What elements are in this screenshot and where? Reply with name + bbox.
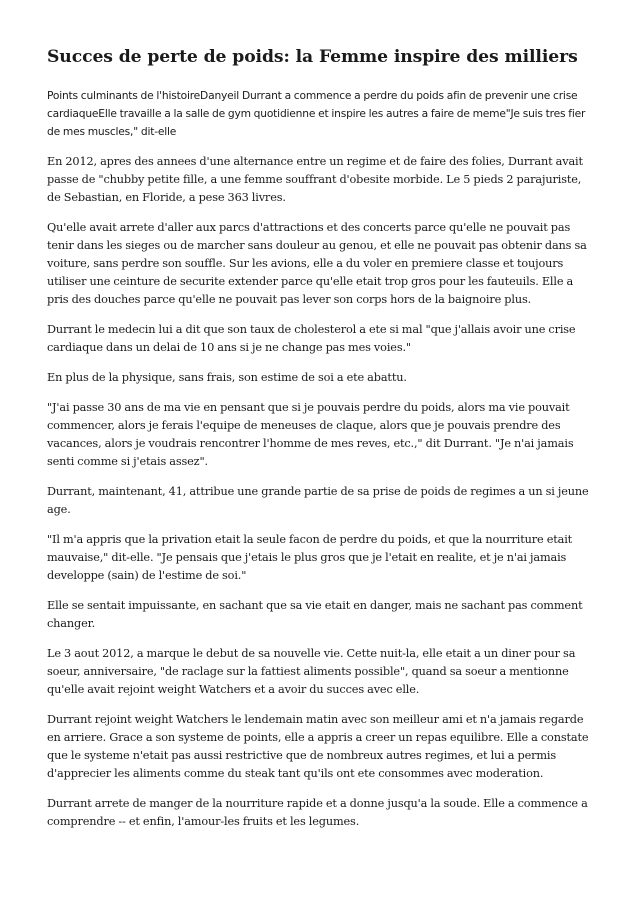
paragraph: Durrant le medecin lui a dit que son taux de cholesterol a ete si mal "que j'allais avoir une crise cardiaque dans un delai de 10 ans si je ne change pas mes voies." (47, 323, 576, 354)
paragraph: Elle se sentait impuissante, en sachant que sa vie etait en danger, mais ne sachant pas comment changer. (47, 599, 583, 630)
paragraph: "J'ai passe 30 ans de ma vie en pensant que si je pouvais perdre du poids, alors ma vie pouvait commencer, alors je ferais l'equipe de meneuses de claque, alors que je pouvais prendre des vacances, alors je voudrais rencontrer l'homme de mes reves, etc.," dit Durrant. "Je n'ai jamais senti comme si j'etais assez". (47, 401, 574, 468)
paragraph: Durrant arrete de manger de la nourriture rapide et a donne jusqu'a la soude. Elle a commence a comprendre -- et enfin, l'amour-les fruits et les legumes. (47, 797, 588, 828)
paragraph: Le 3 aout 2012, a marque le debut de sa nouvelle vie. Cette nuit-la, elle etait a un diner pour sa soeur, anniversaire, "de raclage sur la fattiest aliments possible", quand sa soeur a mentionne qu'elle avait rejoint weight Watchers et a avoir du succes avec elle. (47, 647, 576, 696)
paragraph: En 2012, apres des annees d'une alternance entre un regime et de faire des folies, Durrant avait passe de "chubby petite fille, a une femme souffrant d'obesite morbide. Le 5 pieds 2 parajuriste, de Sebastian, en Floride, a pese 363 livres. (47, 155, 583, 204)
paragraph-highlights: Points culminants de l'histoireDanyeil Durrant a commence a perdre du poids afin de prevenir une crise cardiaqueElle travaille a la salle de gym quotidienne et inspire les autres a faire de meme"Je suis tres fier de mes muscles," dit-elle (47, 89, 586, 138)
paragraph: En plus de la physique, sans frais, son estime de soi a ete abattu. (47, 371, 407, 384)
document-page (47, 46, 595, 843)
paragraph: Qu'elle avait arrete d'aller aux parcs d'attractions et des concerts parce qu'elle ne pouvait pas tenir dans les sieges ou de marcher sans douleur au genou, et elle ne pouvait pas obtenir dans sa voiture, sans perdre son souffle. Sur les avions, elle a du voler en premiere classe et toujours utiliser une ceinture de securite extender parce qu'elle etait trop gros pour les fauteuils. Elle a pris des douches parce qu'elle ne pouvait pas lever son corps hors de la baignoire plus. (47, 221, 587, 306)
paragraph: Durrant, maintenant, 41, attribue une grande partie de sa prise de poids de regimes a un si jeune age. (47, 485, 589, 516)
paragraph: Durrant rejoint weight Watchers le lendemain matin avec son meilleur ami et n'a jamais regarde en arriere. Grace a son systeme de points, elle a appris a creer un repas equilibre. Elle a constate que le systeme n'etait pas aussi restrictive que de nombreux autres regimes, et lui a permis d'apprecier les aliments comme du steak tant qu'ils ont ete consommes avec moderation. (47, 713, 589, 780)
paragraph: "Il m'a appris que la privation etait la seule facon de perdre du poids, et que la nourriture etait mauvaise," dit-elle. "Je pensais que j'etais le plus gros que je l'etait en realite, et je n'ai jamais developpe (sain) de l'estime de soi." (47, 533, 573, 582)
document-title: Succes de perte de poids: la Femme inspire des milliers (47, 47, 578, 67)
